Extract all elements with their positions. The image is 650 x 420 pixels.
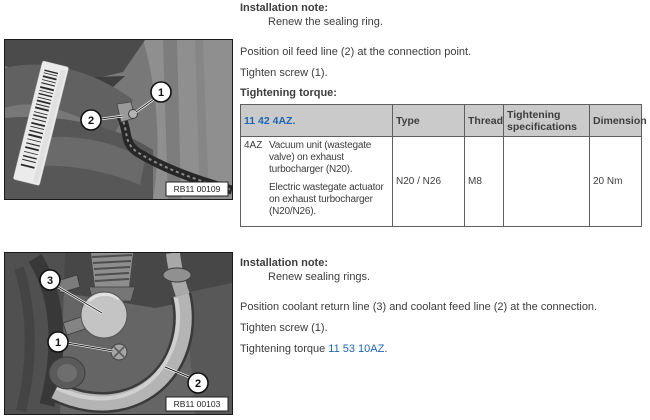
table-row xyxy=(241,137,642,227)
callout-3-bottom xyxy=(40,270,60,290)
cell-code: 4AZ xyxy=(244,140,263,151)
svg-text:3: 3 xyxy=(46,275,54,287)
cell-spec xyxy=(504,137,590,227)
screw-1-photo-bottom xyxy=(111,344,127,360)
installation-note-title-2: Installation note: xyxy=(240,257,328,269)
cell-dimension: 20 Nm xyxy=(590,137,642,227)
callout-2-bottom xyxy=(188,373,208,393)
installation-note-body-1: Renew the sealing ring. xyxy=(268,16,383,28)
photo-label-top xyxy=(166,182,228,196)
table-header-spec: Tightening specifications xyxy=(504,105,590,137)
desc-vacuum-unit: Vacuum unit (wastegate valve) on exhaust turbocharger (N20). xyxy=(269,140,372,175)
step-position-oil-feed-line: Position oil feed line (2) at the connection point. xyxy=(240,46,472,58)
step-tighten-screw-2: Tighten screw (1). xyxy=(240,322,328,334)
table-header-row xyxy=(241,105,642,137)
svg-text:2: 2 xyxy=(194,378,202,390)
tightening-torque-heading: Tightening torque: xyxy=(240,87,337,99)
engine-photo-bottom xyxy=(5,253,232,414)
photo-label-bottom xyxy=(166,397,228,411)
torque-line-period: . xyxy=(384,343,388,355)
cell-type: N20 / N26 xyxy=(393,137,465,227)
tightening-torque-table xyxy=(240,104,647,227)
step-tighten-screw-1: Tighten screw (1). xyxy=(240,67,328,79)
table-header-type: Type xyxy=(393,105,465,137)
callout-2-top xyxy=(81,110,101,130)
figure-photo-coolant-lines xyxy=(4,252,233,415)
callout-1-bottom xyxy=(48,332,68,352)
cell-description xyxy=(241,137,393,227)
table-header-dimension: Dimension xyxy=(590,105,642,137)
table-header-thread: Thread xyxy=(465,105,504,137)
svg-text:1: 1 xyxy=(54,337,62,349)
step-position-coolant-lines: Position coolant return line (3) and coolant feed line (2) at the connection. xyxy=(240,301,598,313)
svg-text:RB11 00103: RB11 00103 xyxy=(173,399,221,409)
desc-electric-actuator: Electric wastegate actuator on exhaust turbocharger (N20/N26). xyxy=(269,182,384,217)
table-header-code xyxy=(241,105,393,137)
svg-text:2: 2 xyxy=(87,115,95,127)
tightening-torque-line xyxy=(240,343,387,356)
torque-line-text: Tightening torque xyxy=(240,343,329,355)
figure-photo-oil-feed-line xyxy=(4,39,233,200)
installation-note-body-2: Renew sealing rings. xyxy=(268,271,371,283)
callout-1-top xyxy=(151,82,171,102)
svg-text:RB11 00109: RB11 00109 xyxy=(173,184,221,194)
cell-thread: M8 xyxy=(465,137,504,227)
torque-code-link-2[interactable]: 11 53 10AZ xyxy=(328,343,385,355)
engine-photo-top xyxy=(5,40,232,199)
svg-text:1: 1 xyxy=(157,87,165,99)
torque-code-link[interactable]: 11 42 4AZ. xyxy=(244,114,296,127)
installation-note-title-1: Installation note: xyxy=(240,2,328,14)
instructions-pane xyxy=(240,0,646,420)
